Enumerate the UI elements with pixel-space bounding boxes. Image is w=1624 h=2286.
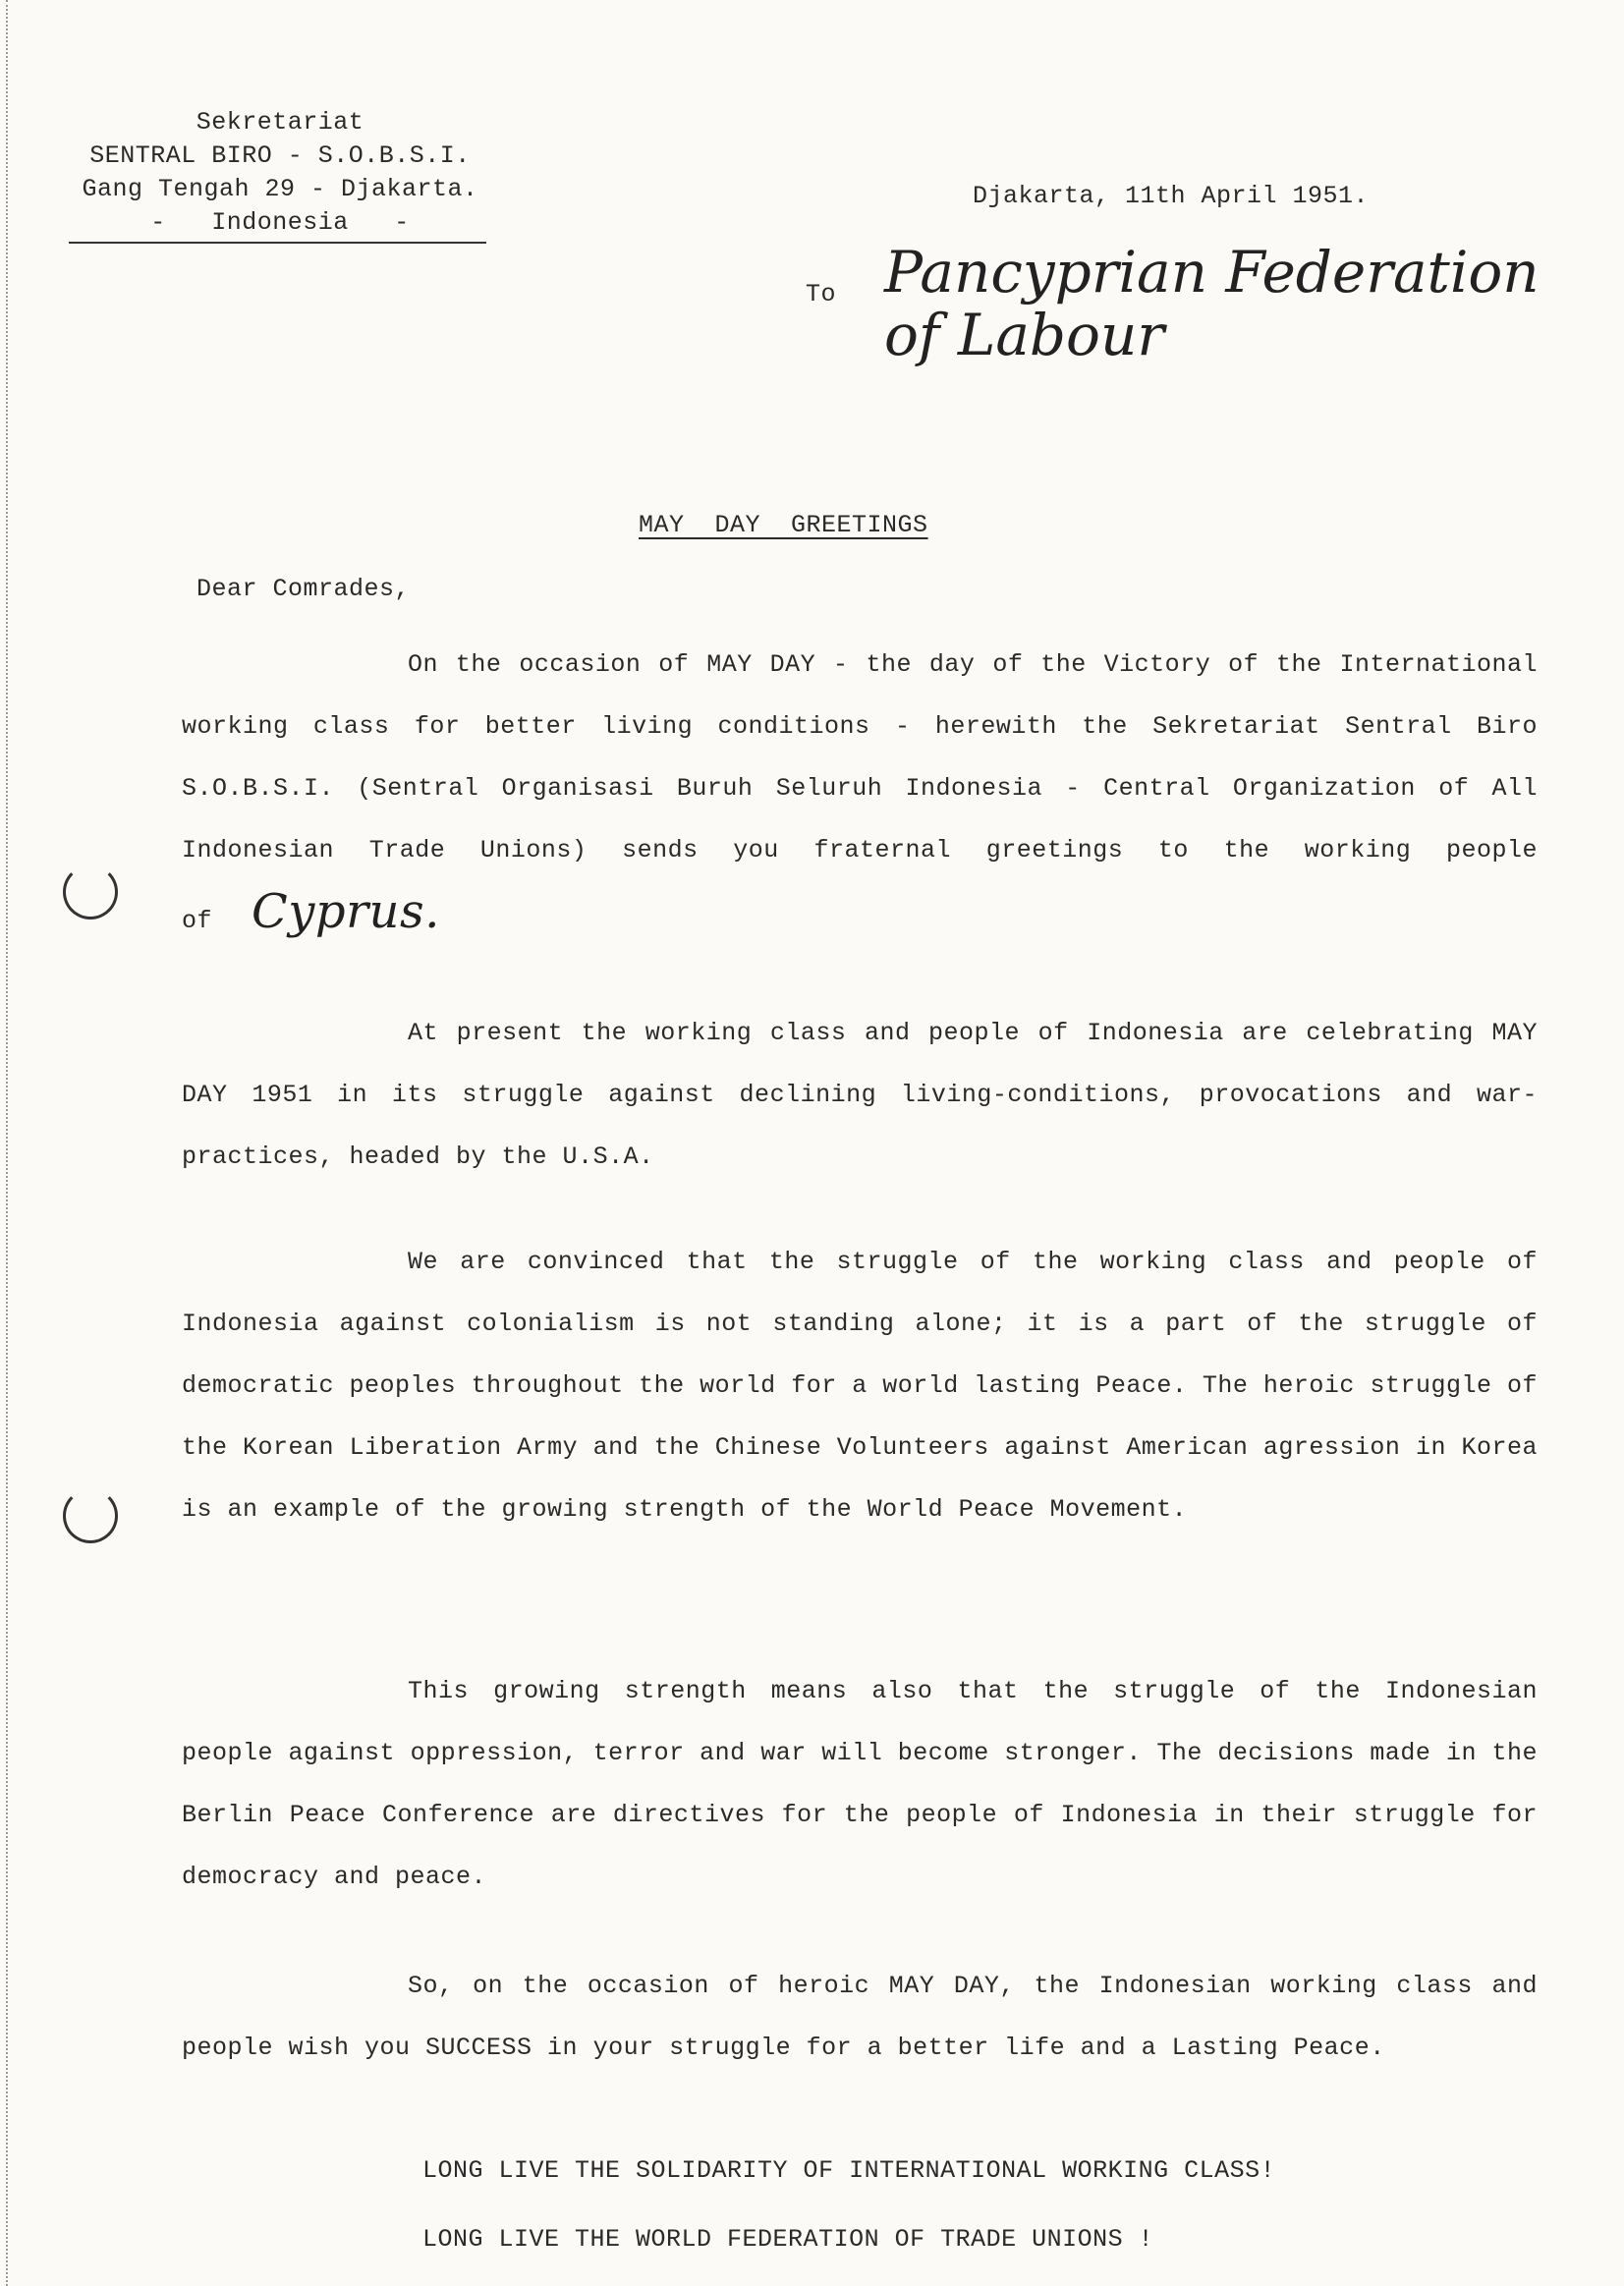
margin-marks	[6, 0, 12, 2286]
sender-line-4: - Indonesia -	[150, 208, 410, 237]
sender-line-1: Sekretariat	[196, 108, 364, 137]
paragraph-4-text: This growing strength means also that the struggle of the Indonesian people against oppression, terror and war will become stronger. The decisions made in the Berlin Peace Conference are directives for the people of Indonesia in their struggle for democracy and peace.	[182, 1677, 1538, 1891]
paragraph-5	[182, 1955, 1538, 2079]
paragraph-1	[182, 634, 1538, 952]
salutation: Dear Comrades,	[196, 575, 411, 603]
punch-hole-bottom	[63, 1488, 118, 1543]
to-label: To	[806, 280, 837, 308]
handwritten-country: Cyprus.	[252, 884, 440, 939]
paragraph-2	[182, 1002, 1538, 1188]
sender-line-3: Gang Tengah 29 - Djakarta.	[82, 175, 478, 203]
paragraph-3	[182, 1231, 1538, 1540]
slogan-2: LONG LIVE THE WORLD FEDERATION OF TRADE UNIONS !	[422, 2225, 1154, 2254]
slogan-1: LONG LIVE THE SOLIDARITY OF INTERNATIONAL WORKING CLASS!	[422, 2156, 1276, 2185]
paragraph-2-text: At present the working class and people of Indonesia are celebrating MAY DAY 1951 in its struggle against declining living-conditions, provocations and war-practices, headed by the U.S.A.	[182, 1019, 1538, 1171]
paragraph-4	[182, 1660, 1538, 1908]
letter-date: Djakarta, 11th April 1951.	[973, 182, 1370, 210]
sender-block	[69, 106, 491, 240]
letter-heading: MAY DAY GREETINGS	[639, 511, 928, 539]
paragraph-3-text: We are convinced that the struggle of the working class and people of Indonesia against colonialism is not standing alone; it is a part of the struggle of democratic peoples throughout the world for a world lasting Peace. The heroic struggle of the Korean Liberation Army and the Chinese Volunteers against American agression in Korea is an example of the growing strength of the World Peace Movement.	[182, 1248, 1538, 1524]
punch-hole-top	[63, 864, 118, 920]
recipient-handwritten: Pancyprian Federation of Labour	[884, 239, 1540, 368]
sender-underline	[69, 242, 486, 244]
paragraph-1-text: On the occasion of MAY DAY - the day of the Victory of the International working class for better living conditions - herewith the Sekretariat Sentral Biro S.O.B.S.I. (Sentral Organisasi Buruh Seluruh Indonesia - Central Organization of All Indonesian Trade Unions) sends you fraternal greetings to the working people of	[182, 650, 1538, 935]
sender-line-2: SENTRAL BIRO - S.O.B.S.I.	[89, 141, 471, 170]
paragraph-5-text: So, on the occasion of heroic MAY DAY, the Indonesian working class and people wish you SUCCESS in your struggle for a better life and a Lasting Peace.	[182, 1972, 1538, 2062]
